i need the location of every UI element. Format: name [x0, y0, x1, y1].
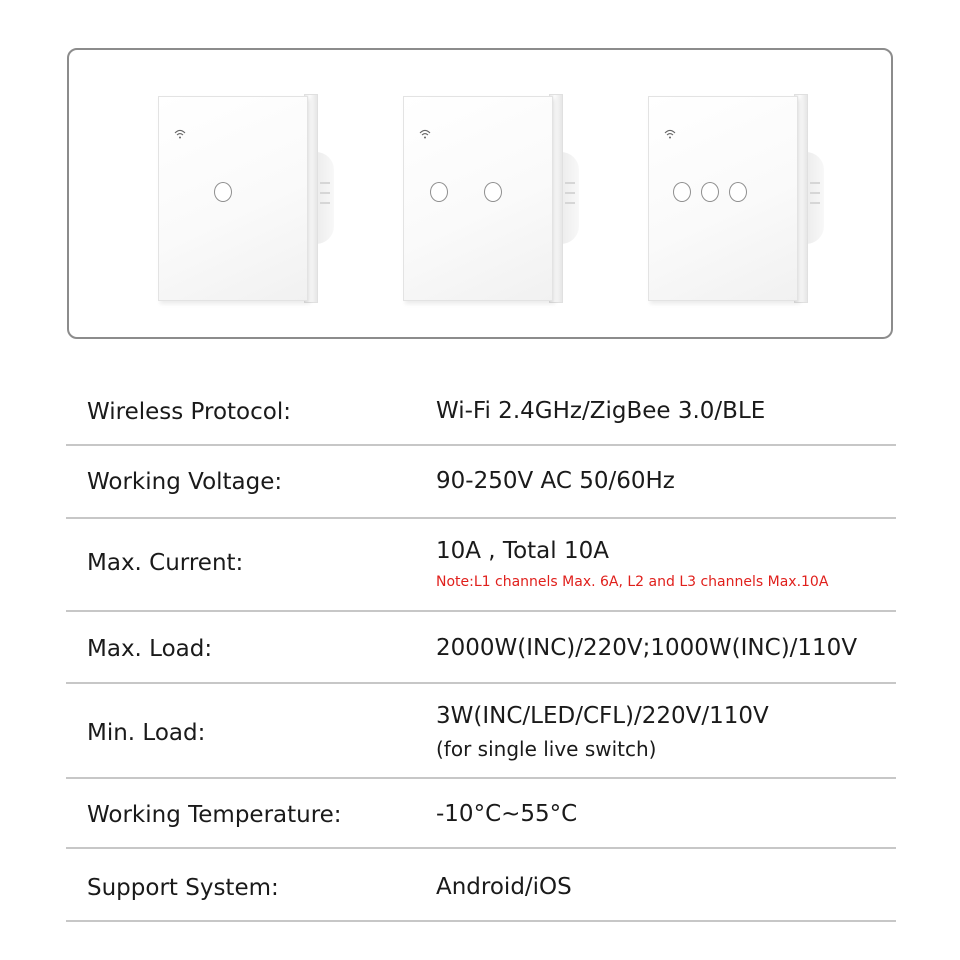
spec-row-max-load: [66, 612, 896, 684]
spec-value: 3W(INC/LED/CFL)/220V/110V: [436, 703, 769, 729]
spec-row-voltage: [66, 446, 896, 519]
spec-label: Min. Load:: [87, 720, 206, 746]
spec-label: Support System:: [87, 875, 279, 901]
spec-value: Wi-Fi 2.4GHz/ZigBee 3.0/BLE: [436, 398, 766, 424]
spec-subnote: (for single live switch): [436, 737, 657, 761]
touch-button-3: [729, 182, 747, 202]
switch-2-gang: [403, 96, 565, 306]
spec-row-min-load: [66, 684, 896, 779]
switch-glass-panel: [403, 96, 553, 301]
spec-note: Note:L1 channels Max. 6A, L2 and L3 channels Max.10A: [436, 574, 829, 590]
spec-value: 2000W(INC)/220V;1000W(INC)/110V: [436, 635, 858, 661]
spec-label: Working Voltage:: [87, 469, 283, 495]
switch-back-housing: [561, 152, 579, 244]
switch-glass-panel: [158, 96, 308, 301]
spec-table: [66, 375, 896, 922]
spec-label: Wireless Protocol:: [87, 399, 291, 425]
switch-1-gang: [158, 96, 320, 306]
spec-value: 10A , Total 10A: [436, 538, 609, 564]
switch-back-housing: [316, 152, 334, 244]
spec-value: 90-250V AC 50/60Hz: [436, 468, 675, 494]
spec-row-wireless: [66, 375, 896, 446]
product-image-frame: [67, 48, 893, 339]
touch-button-2: [701, 182, 719, 202]
spec-label: Max. Current:: [87, 550, 244, 576]
spec-value: -10°C~55°C: [436, 801, 578, 827]
wifi-icon: [174, 129, 186, 139]
switch-glass-panel: [648, 96, 798, 301]
switch-3-gang: [648, 96, 810, 306]
spec-row-system: [66, 849, 896, 922]
touch-button-2: [484, 182, 502, 202]
spec-row-current: [66, 519, 896, 612]
spec-row-temperature: [66, 779, 896, 849]
touch-button-1: [673, 182, 691, 202]
spec-value: Android/iOS: [436, 874, 572, 900]
wifi-icon: [664, 129, 676, 139]
touch-button-1: [214, 182, 232, 202]
touch-button-1: [430, 182, 448, 202]
spec-label: Working Temperature:: [87, 802, 342, 828]
switch-back-housing: [806, 152, 824, 244]
wifi-icon: [419, 129, 431, 139]
spec-label: Max. Load:: [87, 636, 213, 662]
